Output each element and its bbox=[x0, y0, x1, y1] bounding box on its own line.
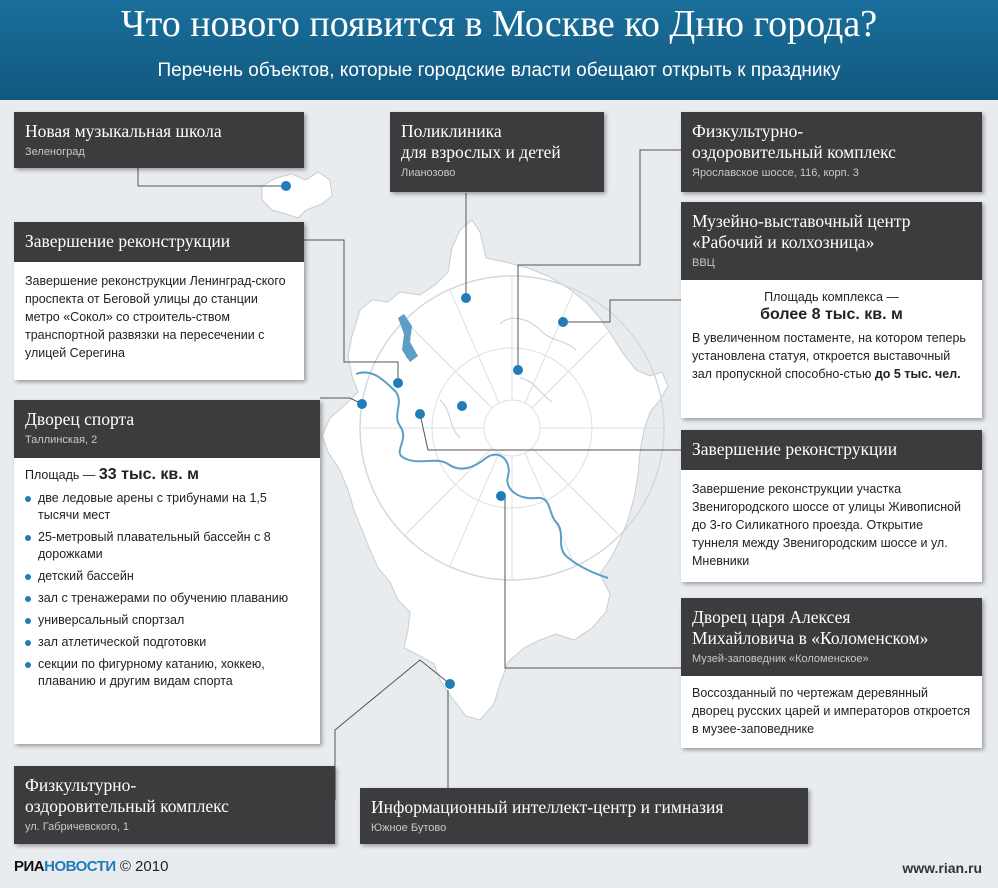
museum-description bbox=[692, 329, 971, 383]
marker-sport-complex-1 bbox=[513, 365, 523, 375]
list-item: две ледовые арены с трибунами на 1,5 тысячи мест bbox=[25, 490, 309, 524]
music-school-title: Новая музыкальная школа bbox=[25, 121, 222, 141]
marker-center bbox=[457, 401, 467, 411]
page-subtitle: Перечень объектов, которые городские власти обещают открыть к празднику bbox=[157, 60, 841, 81]
museum-area-label: Площадь комплекса — bbox=[764, 290, 899, 304]
ria-logo-part2: НОВОСТИ bbox=[44, 858, 116, 875]
list-item: зал атлетической подготовки bbox=[25, 634, 309, 651]
sport-complex-1-location: Ярославское шоссе, 116, корп. 3 bbox=[692, 167, 859, 179]
sports-palace-location: Таллинская, 2 bbox=[25, 434, 98, 446]
sport-complex-2-title-2: оздоровительный комплекс bbox=[25, 796, 229, 816]
reconstruction-1-box bbox=[14, 222, 304, 262]
marker-music-school bbox=[281, 181, 291, 191]
museum-box bbox=[681, 202, 982, 280]
marker-palace-tsar bbox=[496, 491, 506, 501]
palace-tsar-details bbox=[681, 676, 982, 748]
marker-reconstruction-1 bbox=[393, 378, 403, 388]
reconstruction-1-title: Завершение реконструкции bbox=[25, 231, 231, 251]
intellect-center-box bbox=[360, 788, 808, 844]
list-item: детский бассейн bbox=[25, 568, 309, 585]
reconstruction-2-box bbox=[681, 430, 982, 470]
reconstruction-2-title: Завершение реконструкции bbox=[692, 439, 898, 459]
sport-complex-2-box bbox=[14, 766, 335, 844]
sports-palace-details bbox=[14, 458, 320, 744]
sports-palace-area bbox=[25, 466, 309, 484]
reconstruction-1-details bbox=[14, 262, 304, 380]
sports-palace-area-label: Площадь — bbox=[25, 468, 96, 482]
sport-complex-2-location: ул. Габричевского, 1 bbox=[25, 821, 130, 833]
reconstruction-2-details bbox=[681, 470, 982, 582]
palace-tsar-title-1: Дворец царя Алексея bbox=[692, 607, 851, 627]
music-school-box bbox=[14, 112, 304, 168]
museum-location: ВВЦ bbox=[692, 257, 715, 269]
sport-complex-1-box bbox=[681, 112, 982, 192]
sport-complex-1-title-2: оздоровительный комплекс bbox=[692, 142, 896, 162]
palace-tsar-text: Воссозданный по чертежам деревянный дворец русских царей и императоров откроется в музее-заповеднике bbox=[692, 686, 971, 736]
list-item: универсальный спортзал bbox=[25, 612, 309, 629]
sports-palace-title: Дворец спорта bbox=[25, 409, 135, 429]
copyright: © 2010 bbox=[119, 858, 169, 875]
page-title: Что нового появится в Москве ко Дню города? bbox=[120, 3, 878, 45]
museum-capacity: до 5 тыс. чел. bbox=[874, 367, 961, 381]
sports-palace-area-value: 33 тыс. кв. м bbox=[98, 466, 199, 483]
marker-sports-palace bbox=[357, 399, 367, 409]
marker-reconstruction-2 bbox=[415, 409, 425, 419]
sports-palace-box bbox=[14, 400, 320, 458]
polyclinic-location: Лианозово bbox=[401, 167, 456, 179]
footer-credit bbox=[14, 858, 168, 875]
museum-area-value: более 8 тыс. кв. м bbox=[760, 306, 903, 323]
zelenograd-territory bbox=[262, 172, 332, 218]
museum-details bbox=[681, 280, 982, 418]
museum-title-1: Музейно-выставочный центр bbox=[692, 211, 911, 231]
site-url[interactable]: www.rian.ru bbox=[902, 860, 982, 876]
palace-tsar-location: Музей-заповедник «Коломенское» bbox=[692, 653, 869, 665]
moscow-territory bbox=[322, 220, 668, 720]
list-item: зал с тренажерами по обучению плаванию bbox=[25, 590, 309, 607]
reconstruction-1-text: Завершение реконструкции Ленинград-ского проспекта от Беговой улицы до станции метро «Сокол» со строитель-ством транспортной развязки на пересечении с улицей Серегина bbox=[25, 274, 286, 360]
list-item: секции по фигурному катанию, хоккею, плаванию и другим видам спорта bbox=[25, 656, 309, 690]
sport-complex-2-title-1: Физкультурно- bbox=[25, 775, 137, 795]
header-banner bbox=[0, 0, 998, 100]
polyclinic-title-2: для взрослых и детей bbox=[401, 142, 561, 162]
polyclinic-box bbox=[390, 112, 604, 192]
palace-tsar-title-2: Михайловича в «Коломенском» bbox=[692, 628, 929, 648]
ria-logo-part1: РИА bbox=[14, 858, 45, 875]
sport-complex-1-title-1: Физкультурно- bbox=[692, 121, 804, 141]
marker-intellect-center bbox=[445, 679, 455, 689]
reconstruction-2-text: Завершение реконструкции участка Звенигородского шоссе от улицы Живописной до 3-го Силикатного проезда. Открытие туннеля между Звенигородским шоссе и ул. Мневники bbox=[692, 482, 962, 568]
museum-description-text: В увеличенном постаменте, на котором теперь установлена статуя, откроется выставочный зал пропускной способно-стью bbox=[692, 331, 966, 381]
marker-polyclinic bbox=[461, 293, 471, 303]
palace-tsar-box bbox=[681, 598, 982, 676]
list-item: 25-метровый плавательный бассейн с 8 дорожками bbox=[25, 529, 309, 563]
museum-title-2: «Рабочий и колхозница» bbox=[692, 232, 875, 252]
music-school-location: Зеленоград bbox=[25, 146, 85, 158]
polyclinic-title-1: Поликлиника bbox=[401, 121, 502, 141]
intellect-center-location: Южное Бутово bbox=[371, 822, 447, 834]
marker-museum bbox=[558, 317, 568, 327]
intellect-center-title: Информационный интеллект-центр и гимназия bbox=[371, 797, 724, 817]
sports-palace-features bbox=[25, 490, 309, 690]
